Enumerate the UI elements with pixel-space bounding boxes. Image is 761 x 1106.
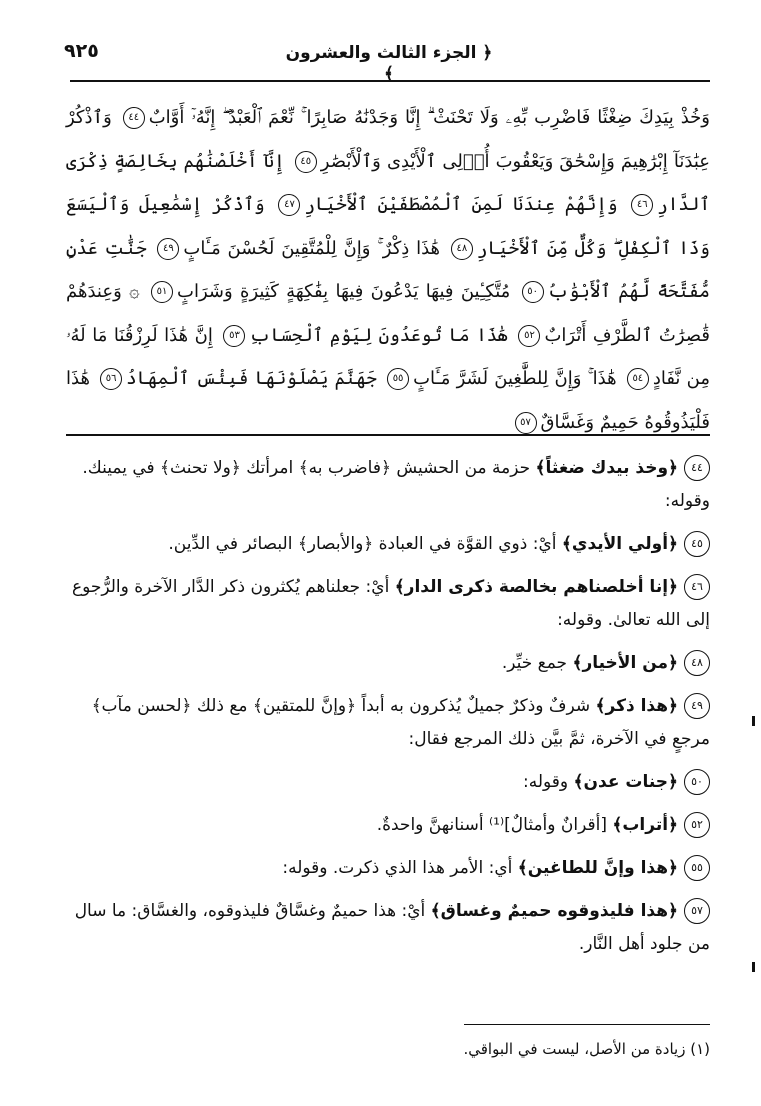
- commentary-entry: [66, 766, 710, 799]
- verse-number-marker: ٤٤: [123, 107, 145, 129]
- quran-verse: إِنَّآ أَخْلَصْنَٰهُم بِخَالِصَةٍ ذِكْرَى ٱلدَّارِ: [66, 150, 710, 215]
- verse-number-marker: ٥١: [151, 281, 173, 303]
- commentary-entry: [66, 809, 710, 842]
- quoted-verse-text: ﴿هذا وإنَّ للطاغين﴾: [517, 858, 678, 878]
- page-header: [64, 36, 714, 84]
- header-rule: [70, 80, 710, 82]
- quoted-verse-text: ﴿وخذ بيدك ضغثاً﴾: [535, 458, 678, 478]
- commentary-text: وقوله:: [523, 772, 574, 792]
- commentary-text: أيْ: هذا حميمٌ وغسَّاقٌ فليذوقوه، والغسَّاق: ما سال من جلود أهل النَّار.: [74, 901, 710, 954]
- quran-verse: وَٱذْكُرْ عِبَٰدَنَآ إِبْرَٰهِيمَ وَإِسْحَٰقَ وَيَعْقُوبَ أُو۟لِى ٱلْأَيْدِى وَٱلْأَبْصَٰرِ: [66, 107, 710, 172]
- quran-text-block: [66, 96, 710, 444]
- quran-verse: وَٱذْكُرْ إِسْمَٰعِيلَ وَٱلْيَسَعَ وَذَا ٱلْكِفْلِ ۖ وَكُلٌّ مِّنَ ٱلْأَخْيَارِ: [66, 194, 710, 259]
- verse-number-marker: ٤٥: [295, 151, 317, 173]
- verse-number-marker: ٥٧: [515, 412, 537, 434]
- commentary-text: أي: الأمر هذا الذي ذكرت. وقوله:: [282, 858, 518, 878]
- quran-verse: هَٰذَا ذِكْرٌ ۚ وَإِنَّ لِلْمُتَّقِينَ لَحُسْنَ مَـَٔابٍ: [183, 237, 441, 259]
- quoted-verse-text: ﴿جنات عدن﴾: [573, 772, 678, 792]
- margin-mark: [752, 716, 755, 726]
- commentary-block: [66, 452, 710, 971]
- commentary-text: جمع خيِّر.: [501, 653, 573, 673]
- commentary-entry: [66, 528, 710, 561]
- quran-verse: هَٰذَا فَلْيَذُوقُوهُ حَمِيمٌ وَغَسَّاقٌ: [66, 368, 710, 433]
- quran-verse: جَهَنَّمَ يَصْلَوْنَهَا فَبِئْسَ ٱلْمِهَادُ: [126, 368, 377, 389]
- verse-number-marker: ٤٩: [157, 238, 179, 260]
- verse-number-marker: ٤٧: [278, 194, 300, 216]
- verse-number-badge: ٤٦: [684, 574, 710, 600]
- quoted-verse-text: ﴿هذا ذكر﴾: [595, 696, 678, 716]
- quran-verse: وَإِنَّهُمْ عِندَنَا لَمِنَ ٱلْمُصْطَفَيْنَ ٱلْأَخْيَارِ: [304, 194, 618, 215]
- quran-verse: جَنَّٰتِ عَدْنٍ مُّفَتَّحَةً لَّهُمُ ٱلْأَبْوَٰبُ: [66, 237, 710, 302]
- verse-number-badge: ٤٥: [684, 531, 710, 557]
- verse-number-marker: ٥٢: [518, 325, 540, 347]
- verse-number-marker: ٥٣: [223, 325, 245, 347]
- commentary-entry: [66, 852, 710, 885]
- quran-verse: مُتَّكِـِٔينَ فِيهَا يَدْعُونَ فِيهَا بِفَٰكِهَةٍ كَثِيرَةٍ وَشَرَابٍ: [177, 281, 511, 302]
- quoted-verse-text: ﴿أولي الأيدي﴾: [561, 534, 678, 554]
- verse-number-marker: ٥٤: [627, 368, 649, 390]
- commentary-entry: [66, 690, 710, 756]
- verse-number-badge: ٥٥: [684, 855, 710, 881]
- verse-number-marker: ٥٦: [100, 368, 122, 390]
- verse-number-marker: ٥٠: [522, 281, 544, 303]
- commentary-text: شرفٌ وذكرٌ جميلٌ يُذكرون به أبداً ﴿وإنَّ للمتقين﴾ مع ذلك ﴿لحسن مآب﴾ مرجعٍ في الآخرة، ثمَّ بيَّن ذلك المرجع فقال:: [91, 696, 710, 749]
- verse-number-marker: ٤٨: [451, 238, 473, 260]
- page-number: ٩٢٥: [64, 40, 99, 62]
- quran-verse: ۞ وَعِندَهُمْ قَٰصِرَٰتُ ٱلطَّرْفِ أَتْرَابٌ: [66, 281, 710, 346]
- verse-number-marker: ٥٥: [387, 368, 409, 390]
- quoted-verse-text: ﴿من الأخيار﴾: [572, 653, 678, 673]
- section-divider: [66, 434, 710, 436]
- footnote-rule: [464, 1024, 710, 1025]
- quoted-verse-text: ﴿هذا فليذوقوه حميمٌ وغساق﴾: [430, 901, 678, 921]
- quoted-verse-text: ﴿إنا أخلصناهم بخالصة ذكرى الدار﴾: [394, 577, 678, 597]
- verse-number-marker: ٤٦: [631, 194, 653, 216]
- commentary-text: أيْ: ذوي القوَّة في العبادة ﴿والأبصار﴾ البصائر في الدِّين.: [168, 534, 562, 554]
- verse-number-badge: ٥٠: [684, 769, 710, 795]
- commentary-entry: [66, 895, 710, 961]
- margin-mark: [752, 962, 755, 972]
- commentary-entry: [66, 452, 710, 518]
- commentary-text: حزمة من الحشيش ﴿فاضرب به﴾ امرأتك ﴿ولا تحنث﴾ في يمينك. وقوله:: [82, 458, 710, 511]
- verse-number-badge: ٤٩: [684, 693, 710, 719]
- running-title: ﴿ الجزء الثالث والعشرون ﴾: [285, 43, 493, 84]
- footnote: (١) زيادة من الأصل، ليست في البواقي.: [463, 1040, 710, 1058]
- quran-verse: إِنَّ هَٰذَا لَرِزْقُنَا مَا لَهُۥ مِن نَّفَادٍ: [66, 324, 710, 389]
- verse-number-badge: ٥٧: [684, 898, 710, 924]
- quran-verse: هَٰذَا مَا تُوعَدُونَ لِيَوْمِ ٱلْحِسَابِ: [249, 324, 508, 346]
- verse-number-badge: ٤٨: [684, 650, 710, 676]
- commentary-text: أيْ: جعلناهم يُكثرون ذكر الدَّار الآخرة والرُّجوع إلى الله تعالىٰ. وقوله:: [71, 577, 710, 630]
- commentary-entry: [66, 571, 710, 637]
- verse-number-badge: ٤٤: [684, 455, 710, 481]
- commentary-text: [أقرانٌ وأمثالٌ]⁽¹⁾ أسنانهنَّ واحدةٌ.: [376, 815, 613, 835]
- quran-verse: هَٰذَا ۚ وَإِنَّ لِلطَّٰغِينَ لَشَرَّ مَـَٔابٍ: [413, 368, 617, 389]
- commentary-entry: [66, 647, 710, 680]
- verse-number-badge: ٥٢: [684, 812, 710, 838]
- quran-verse: وَخُذْ بِيَدِكَ ضِغْثًا فَاضْرِب بِّهِۦ وَلَا تَحْنَثْ ۗ إِنَّا وَجَدْنَٰهُ صَابِرًا ۚ نِّعْمَ ٱلْعَبْدُ ۖ إِنَّهُۥٓ أَوَّابٌ: [148, 107, 710, 128]
- quoted-verse-text: ﴿أتراب﴾: [612, 815, 678, 835]
